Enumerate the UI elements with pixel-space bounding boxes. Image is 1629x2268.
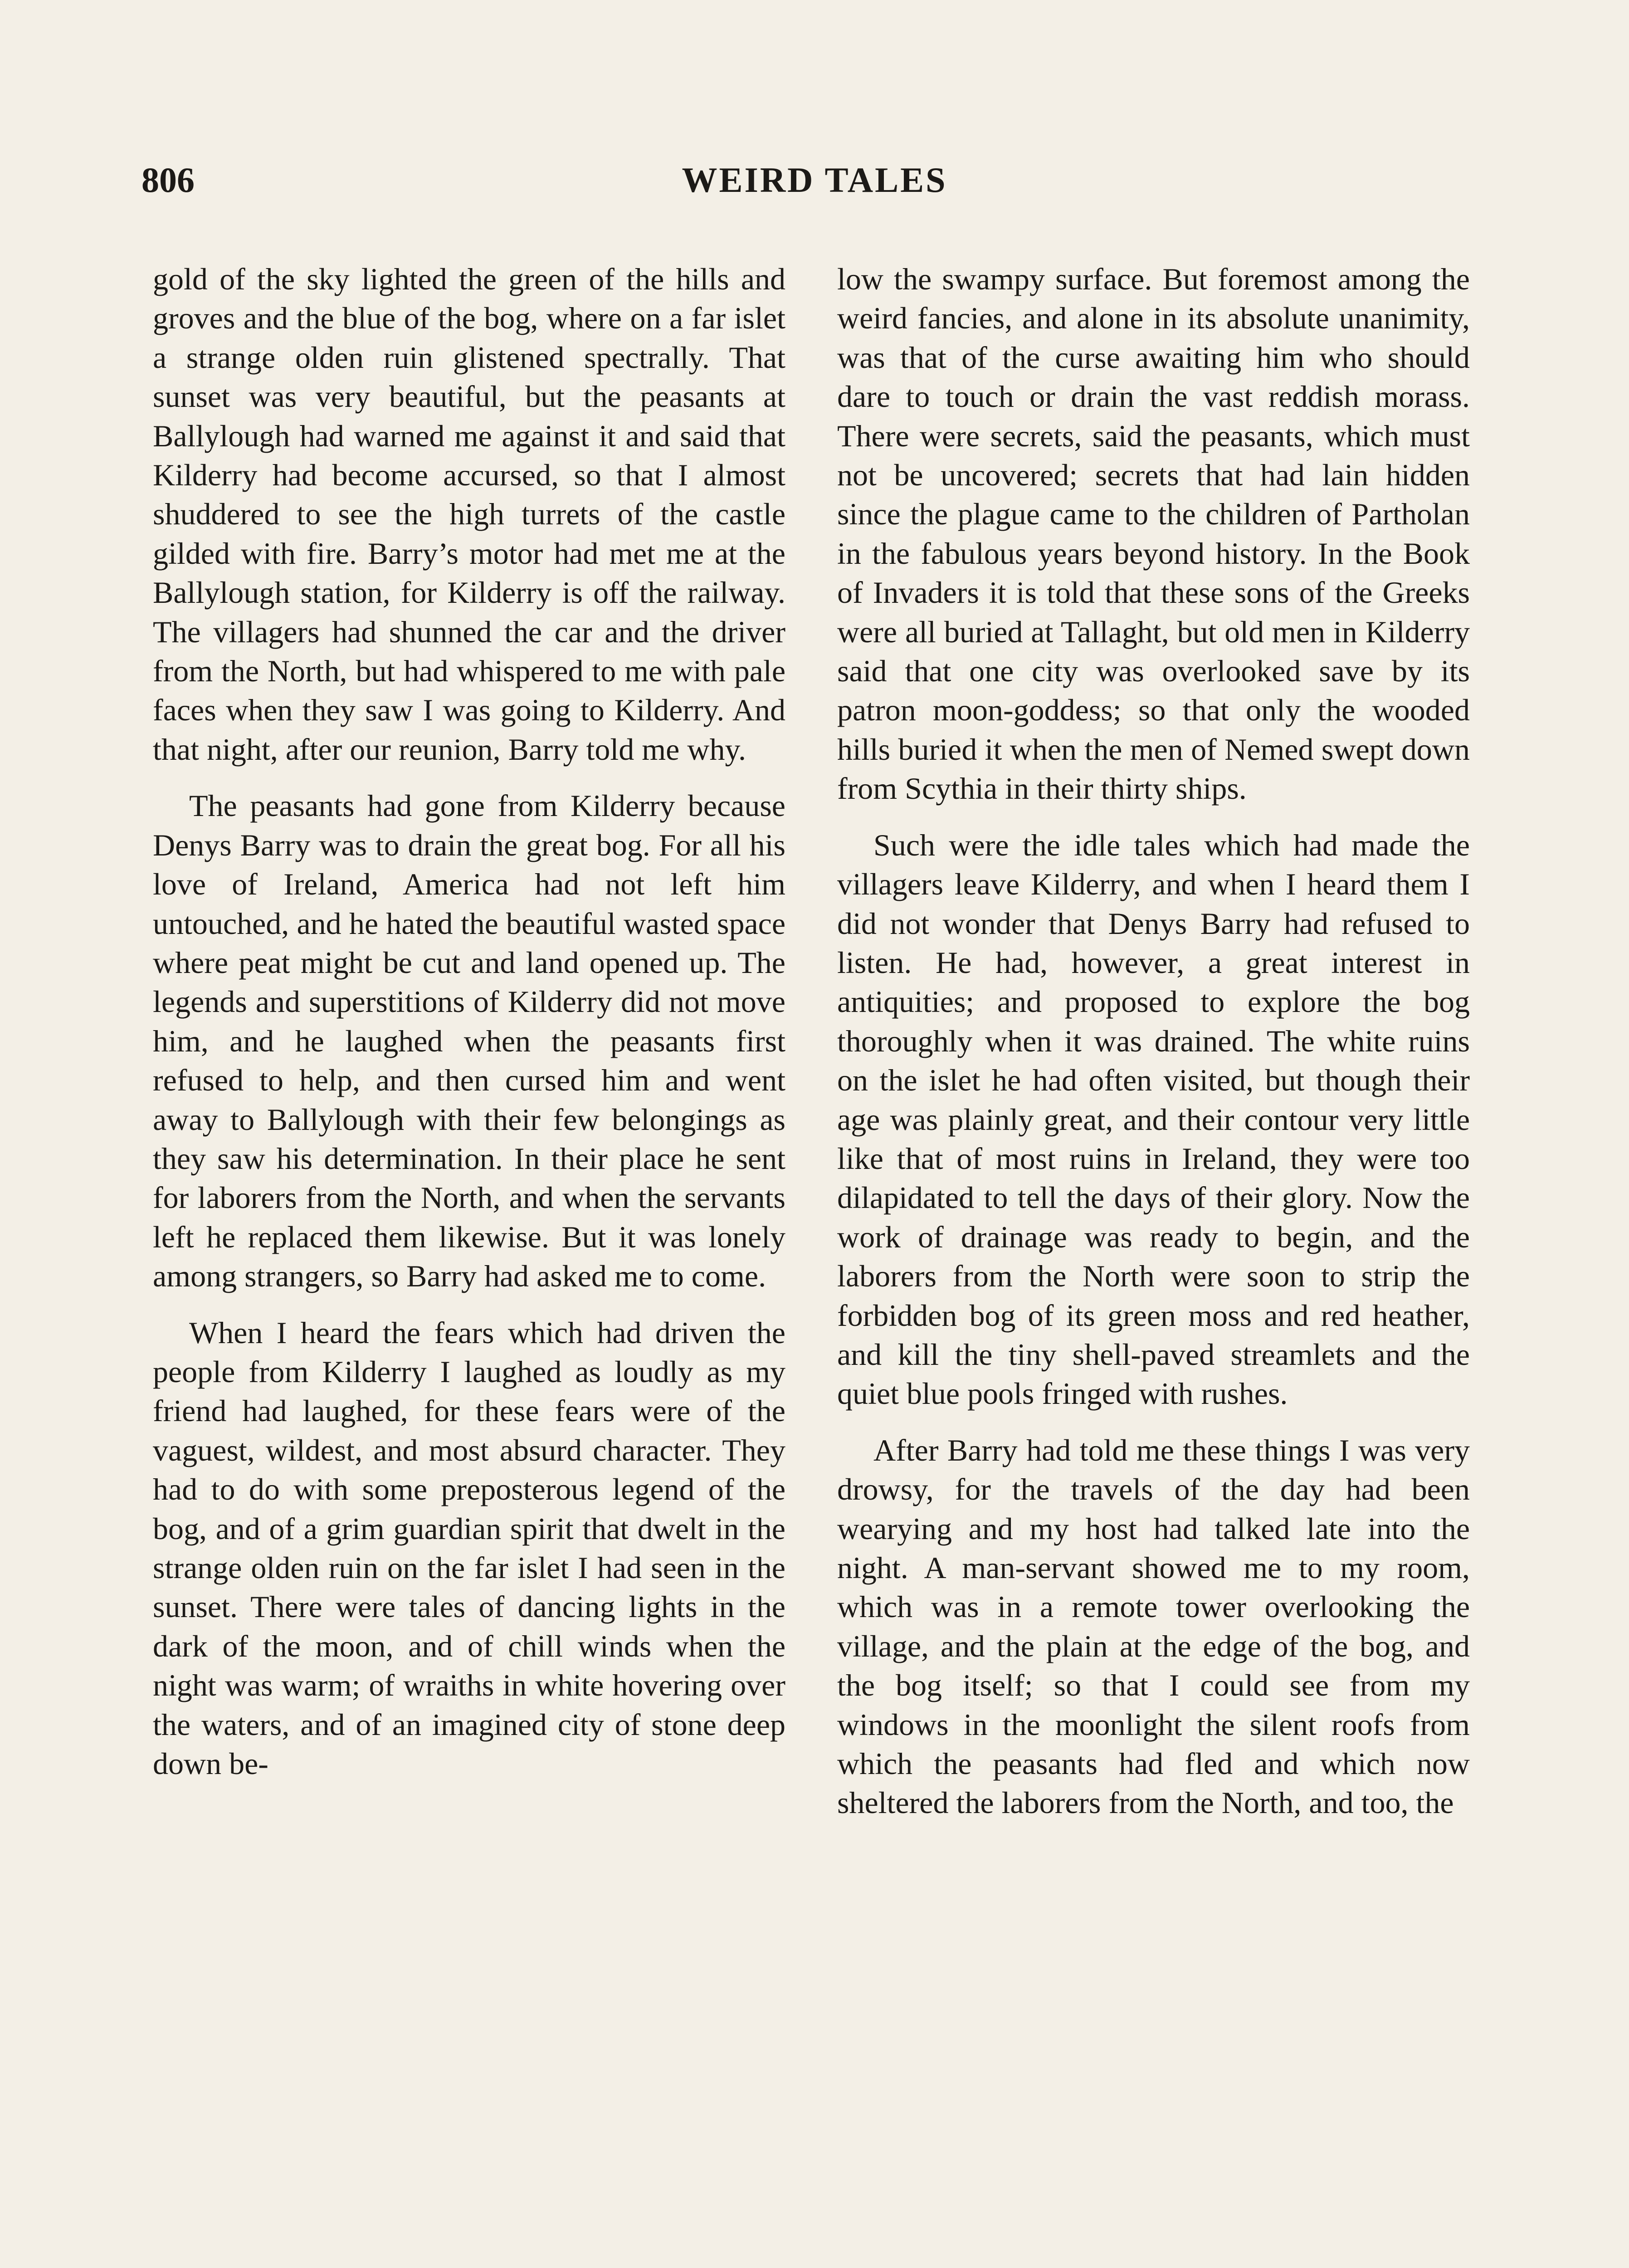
running-head: WEIRD TALES — [682, 160, 947, 200]
right-paragraph-3: After Barry had told me these things I was very drowsy, for the travels of the day had been wearying and my host had talked late into the night. A man-servant showed me to my room, which was in a remote tower overlooking the village, and the plain at the edge of the bog, and the bog itself; so that I could see from my windows in the moonlight the silent roofs from which the peasants had fled and which now sheltered the laborers from the North, and too, the — [837, 1432, 1470, 1820]
left-paragraph-3: When I heard the fears which had driven the people from Kilderry I laughed as loudly as my friend had laughed, for these fears were of the vaguest, wildest, and most absurd character. They had to do with some preposterous legend of the bog, and of a grim guardian spirit that dwelt in the strange olden ruin on the far islet I had seen in the sunset. There were tales of dancing lights in the dark of the moon, and of chill winds when the night was warm; of wraiths in white hovering over the waters, and of an imagined city of stone deep down be- — [153, 1315, 785, 1781]
page-number: 806 — [141, 160, 195, 200]
right-paragraph-2: Such were the idle tales which had made the villagers leave Kilderry, and when I heard them I did not wonder that Denys Barry had refused to listen. He had, however, a great interest in antiquities; and proposed to explore the bog thoroughly when it was drained. The white ruins on the islet he had often visited, but though their age was plainly great, and their contour very little like that of most ruins in Ireland, they were too dilapidated to tell the days of their glory. Now the work of drainage was ready to begin, and the laborers from the North were soon to strip the forbidden bog of its green moss and red heather, and kill the tiny shell-paved streamlets and the quiet blue pools fringed with rushes. — [837, 827, 1470, 1411]
left-paragraph-1: gold of the sky lighted the green of the hills and groves and the blue of the bog, where on a far islet a strange olden ruin glistened spectrally. That sunset was very beautiful, but the peasants at Ballylough had warned me against it and said that Kilderry had become accursed, so that I almost shuddered to see the high turrets of the castle gilded with fire. Barry’s motor had met me at the Ballylough station, for Kilderry is off the railway. The villagers had shunned the car and the driver from the North, but had whispered to me with pale faces when they saw I was going to Kilderry. And that night, after our reunion, Barry told me why. — [153, 262, 785, 767]
right-column — [837, 259, 1470, 1840]
left-paragraph-2: The peasants had gone from Kilderry because Denys Barry was to drain the great bog. For all his love of Ireland, America had not left him untouched, and he hated the beautiful wasted space where peat might be cut and land opened up. The legends and superstitions of Kilderry did not move him, and he laughed when the peasants first refused to help, and then cursed him and went away to Ballylough with their few belongings as they saw his determination. In their place he sent for laborers from the North, and when the servants left he replaced them likewise. But it was lonely among strangers, so Barry had asked me to come. — [153, 788, 785, 1294]
left-column — [153, 259, 785, 1800]
right-paragraph-1: low the swampy surface. But foremost among the weird fancies, and alone in its absolute unanimity, was that of the curse awaiting him who should dare to touch or drain the vast reddish morass. There were secrets, said the peasants, which must not be uncovered; secrets that had lain hidden since the plague came to the children of Partholan in the fabulous years beyond history. In the Book of Invaders it is told that these sons of the Greeks were all buried at Tallaght, but old men in Kilderry said that one city was overlooked save by its patron moon-goddess; so that only the wooded hills buried it when the men of Nemed swept down from Scythia in their thirty ships. — [837, 262, 1470, 806]
